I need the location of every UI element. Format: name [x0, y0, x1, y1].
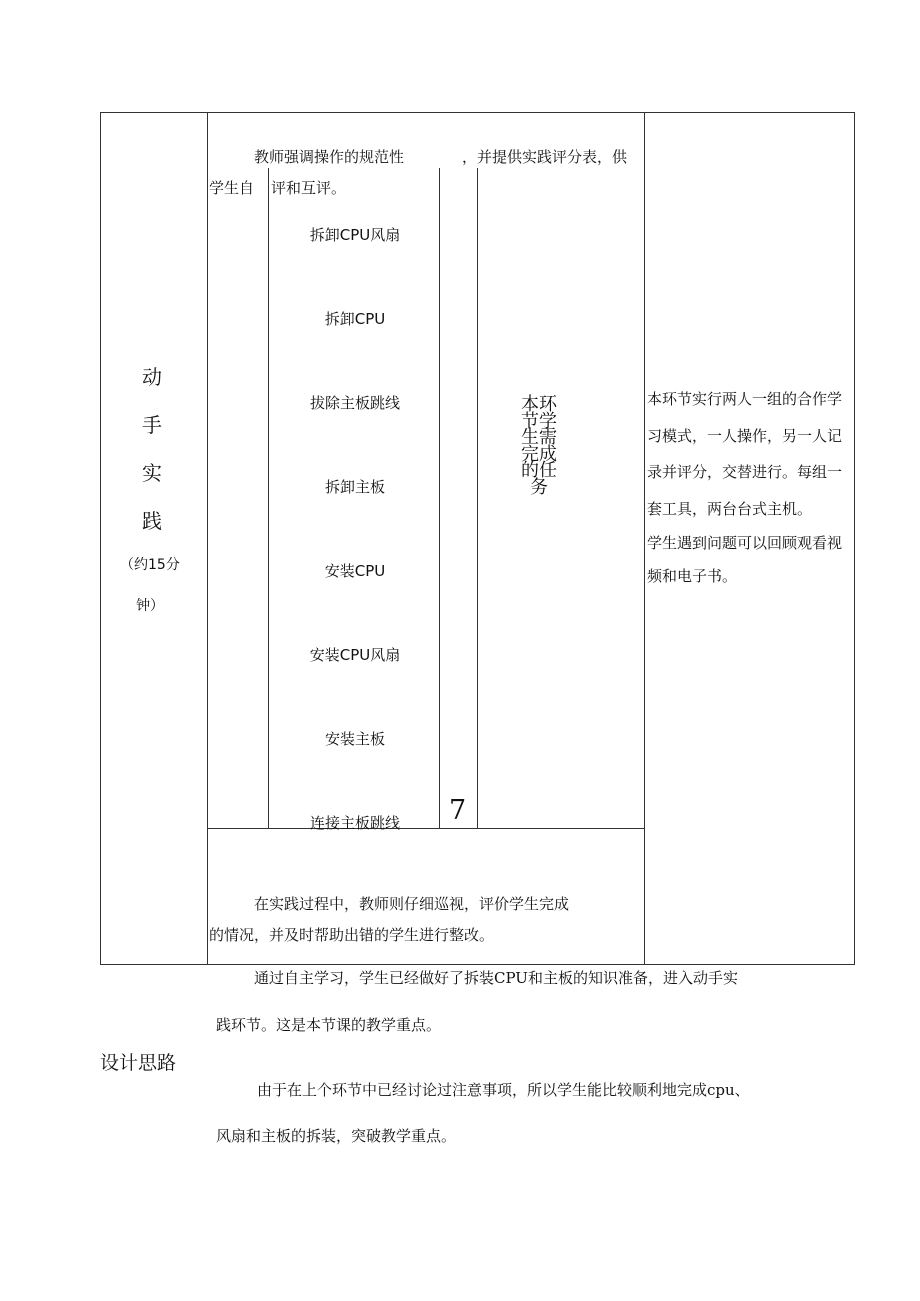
remark-line-2: 学生遇到问题可以回顾观看视频和电子书。: [647, 534, 843, 585]
step-item: 安装主板: [324, 730, 385, 748]
col-divider-2: [644, 112, 645, 965]
step-item: 安装CPU: [324, 562, 386, 580]
table-border-right: [854, 112, 855, 965]
remark-line-1: 本环节实行两人一组的合作学习模式，一人操作，另一人记录并评分，交替进行。每组一套工具，两台台式主机。: [647, 390, 843, 518]
section-title-char: 手: [142, 413, 162, 437]
teacher-intro-line2-a: 学生自: [209, 179, 255, 197]
practice-note-line-2: 的情况，并及时帮助出错的学生进行整改。: [209, 926, 495, 944]
teacher-intro-part2: ，并提供实践评分表，供: [462, 148, 628, 166]
table-border-left: [100, 112, 101, 965]
step-item: 拆卸CPU风扇: [309, 226, 401, 244]
paragraph-2-line-2: 风扇和主板的拆装，突破教学重点。: [216, 1127, 457, 1145]
step-item: 拔除主板跳线: [309, 394, 400, 412]
duration-line-1: （约15分: [120, 557, 180, 573]
design-heading: 设计思路: [100, 1052, 177, 1074]
step-count: 7: [449, 795, 467, 826]
paragraph-1-line-1: 通过自主学习，学生已经做好了拆装CPU和主板的知识准备，进入动手实: [254, 969, 738, 987]
practice-note-line-1: 在实践过程中，教师则仔细巡视，评价学生完成: [254, 895, 570, 913]
paragraph-1-line-2: 践环节。这是本节课的教学重点。: [216, 1016, 442, 1034]
inner-divider-c: [477, 168, 478, 829]
remark-text: [647, 381, 853, 593]
step-item: 拆卸CPU: [324, 310, 386, 328]
step-item: 拆卸主板: [324, 478, 385, 496]
teacher-intro-part1: 教师强调操作的规范性: [254, 148, 405, 166]
table-border-bottom: [100, 964, 855, 965]
section-title-char: 践: [142, 509, 162, 533]
task-label-vertical: 本环节学生需完成的任务: [521, 394, 557, 498]
paragraph-2-line-1: 由于在上个环节中已经讨论过注意事项，所以学生能比较顺利地完成cpu、: [257, 1081, 750, 1099]
section-title-char: 动: [142, 365, 162, 389]
duration-line-2: 钟）: [136, 598, 164, 614]
step-item: 连接主板跳线: [309, 814, 400, 832]
table-border-top: [100, 112, 855, 113]
section-title-char: 实: [142, 461, 162, 485]
teacher-intro-line2-b: 评和互评。: [271, 179, 347, 197]
step-item: 安装CPU风扇: [309, 646, 401, 664]
col-divider-1: [207, 112, 208, 965]
inner-divider-a: [268, 168, 269, 829]
